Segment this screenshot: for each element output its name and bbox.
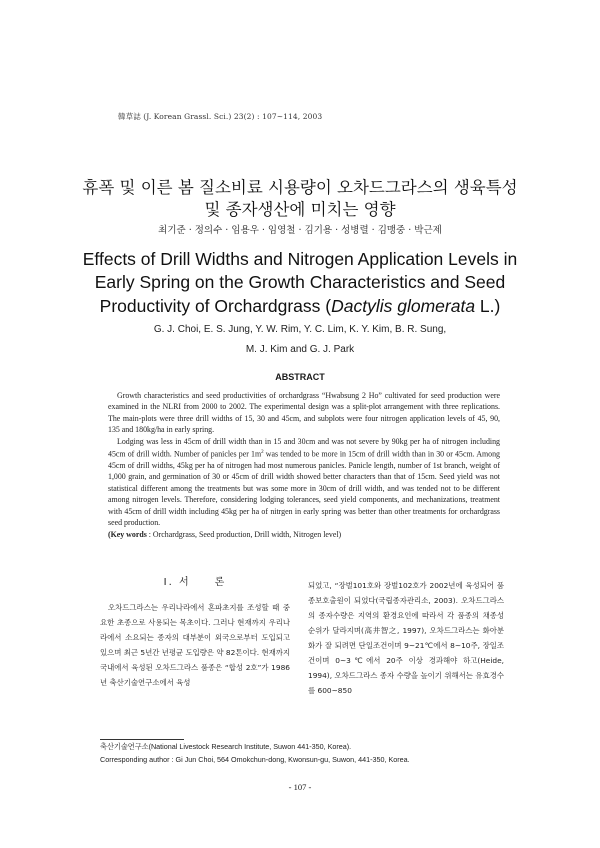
abstract-p2-part-a: Lodging was less in 45cm of drill width than in 15 and 30cm and was not severe by 90kg per ha of nitrogen including 45cm of drill width. Number of panicles per 1m [108,436,500,459]
left-column [100,600,290,690]
korean-authors: 최기준 · 정의수 · 임용우 · 임영철 · 김기용 · 성병렬 · 김맹중 · 박근제 [158,225,442,236]
footnote-rule [100,739,184,740]
english-authors-line-2: M. J. Kim and G. J. Park [245,344,355,355]
footnote-corresponding-author: Corresponding author : Gi Jun Choi, 564 Omokchun-dong, Kwonsun-gu, Suwon, 441-350, Korea. [100,755,410,764]
english-title-line-3 [0,296,600,317]
abstract-paragraph-2 [108,436,500,529]
journal-header: 韓草誌 (J. Korean Grassl. Sci.) 23(2) : 107~114, 2003 [118,112,323,121]
abstract-heading: ABSTRACT [275,372,325,382]
english-title-line-2: Early Spring on the Growth Characteristics and Seed [94,272,506,292]
abstract-p2-part-b: was tended to be more in 15cm of drill width than in 30 or 45cm. Among 45cm of drill widths, 45kg per ha of nitrogen had most numerous panicles. Panicle length, number of 1st branch, weight of 1,000 grain, and germination of 30 or 45cm of drill width showed better characters than that of 15cm. Seed yield was not statistical different among the treatments but was some more in 30cm of drill width, and was tended not to be different among nitrogen levels. Therefore, considering lodging tolerances, seed yield components, and mechanizations, treatment with 45cm of drill width including 45kg per ha of nitrgen in early spring was better than other treatments for orchardgrass seed production. [108,449,500,528]
korean-title-line-1: 휴폭 및 이른 봄 질소비료 시용량이 오차드그라스의 생육특성 [82,178,518,197]
english-title-line-1: Effects of Drill Widths and Nitrogen Application Levels in [82,249,518,269]
korean-title-line-2: 및 종자생산에 미치는 영향 [204,200,396,219]
abstract-body [108,390,500,540]
left-column-text: 오차드그라스는 우리나라에서 혼파초지를 조성할 때 중요한 초종으로 사용되는 목초이다. 그러나 현재까지 우리나라에서 소요되는 종자의 대부분이 외국으로부터 도입되고 있으며 최근 5년간 년평균 도입량은 약 82톤이다. 현재까지 국내에서 육성된 오차드그라스 품종은 “합성 2호”가 1986년 축산기술연구소에서 육성 [100,603,290,687]
species-name: Dactylis glomerata [331,296,476,316]
english-title-prefix: Productivity of Orchardgrass ( [99,296,332,316]
section-heading-introduction: Ⅰ. 서 론 [163,577,227,588]
superscript-2: 2 [261,450,264,456]
abstract-paragraph-1: Growth characteristics and seed productivities of orchardgrass “Hwabsung 2 Ho” cultivated for seed production were examined in the NLRI from 2000 to 2002. The experimental design was a split-plot arrangement with three replications. The main-plots were three drill widths of 15, 30 and 45cm, and subplots were four nitrogen application levels of 45, 90, 135 and 180kg/ha in early spring. [108,391,500,435]
footnote-affiliation: 축산기술연구소(National Livestock Research Institute, Suwon 441-350, Korea). [100,742,352,751]
right-column-text: 되었고, “장벌101호와 장벌102호가 2002년에 육성되어 품종보호출원이 되었다(국립종자관리소, 2003). 오차드그라스의 종자수량은 지역의 환경요인에 따라서 각 품종의 채종성 순위가 달라지며(高井智之, 1997), 오차드그라스는 화아분화가 잘 되려면 단일조건이며 9~21℃에서 8~10주, 장일조건이며 0~3℃에서 20주 이상 경과해야 하고(Heide, 1994), 오차드그라스 종자 수량을 높이기 위해서는 유효경수를 600~850 [308,581,504,695]
english-title-suffix: L.) [475,296,501,316]
right-column [308,578,504,698]
english-authors-line-1: G. J. Choi, E. S. Jung, Y. W. Rim, Y. C. Lim, K. Y. Kim, B. R. Sung, [153,324,447,335]
keywords [108,529,500,540]
page-number: - 107 - [288,782,312,792]
keywords-label: (Key words [108,529,147,539]
keywords-text: : Orchardgrass, Seed production, Drill width, Nitrogen level) [146,529,342,539]
